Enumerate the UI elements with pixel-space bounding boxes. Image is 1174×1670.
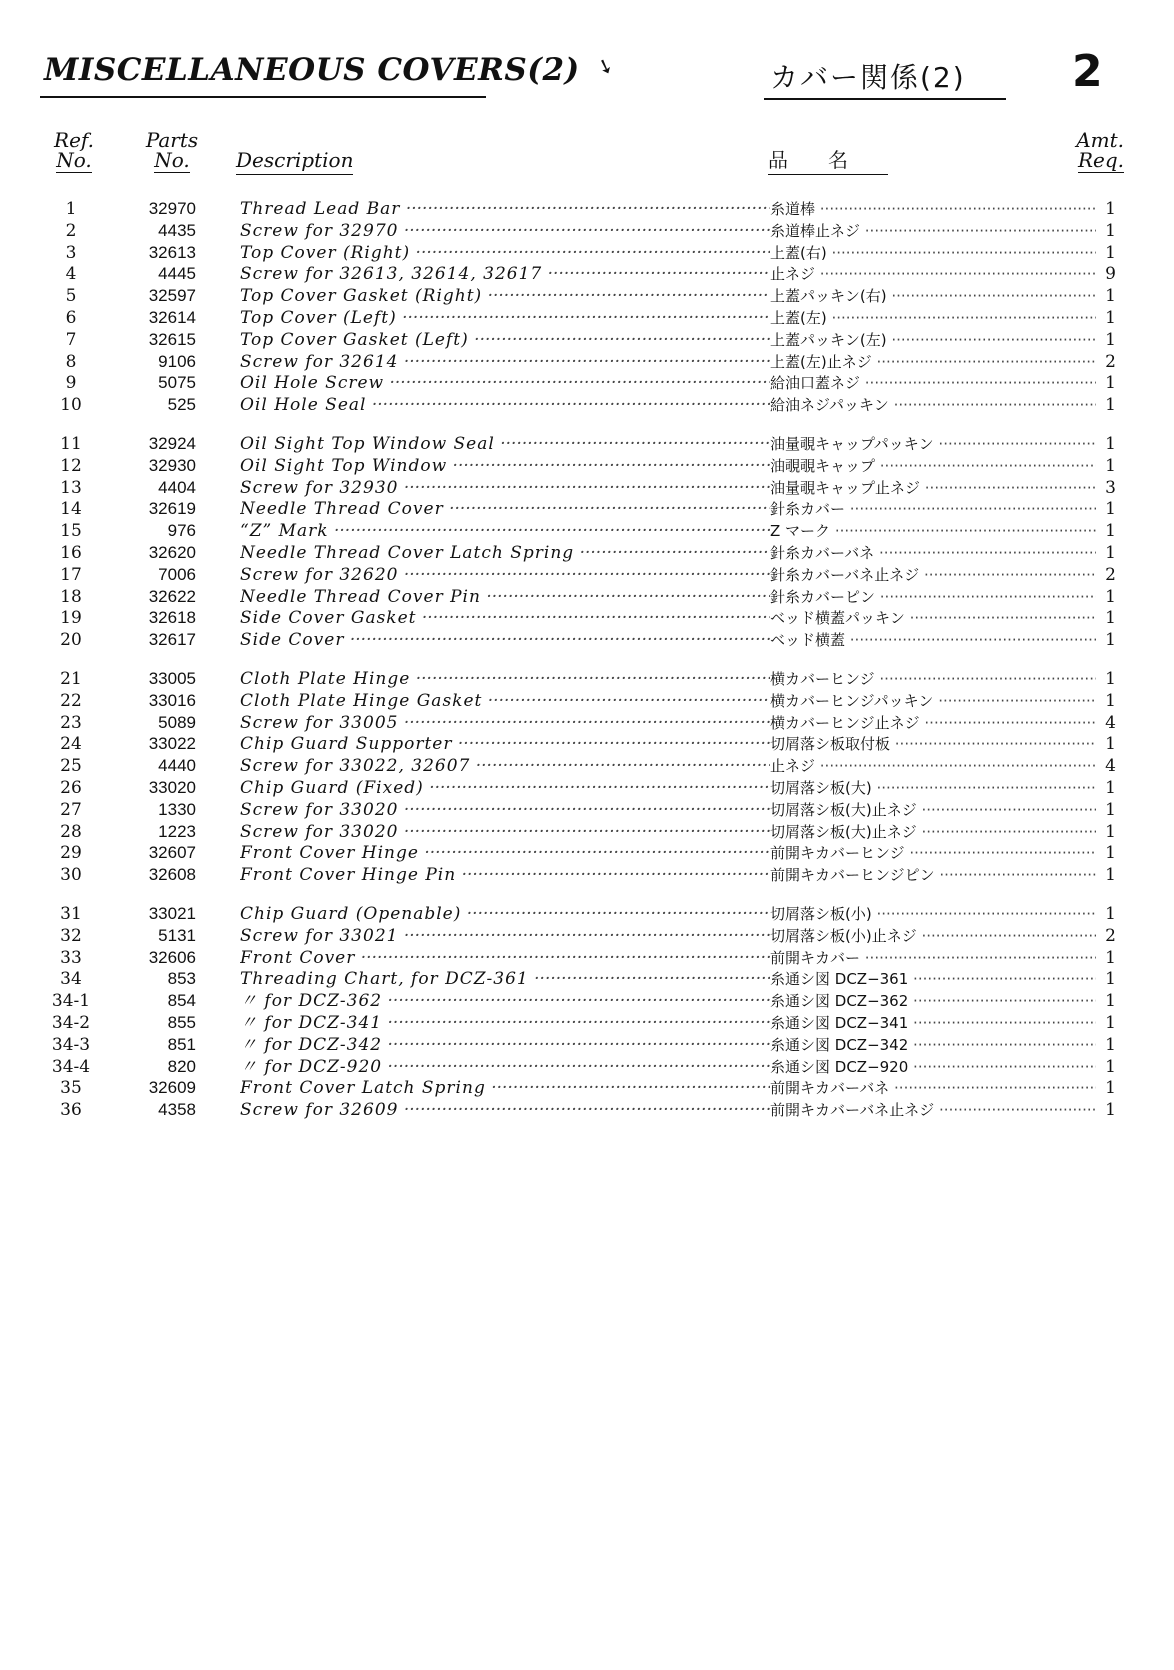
part-number: 32607 — [148, 843, 196, 863]
amount-required: 1 — [1105, 220, 1116, 241]
part-name-japanese: 横カバーヒンジ止ネジ ····· — [770, 712, 1096, 734]
part-name-japanese: 糸通シ図 DCZ−342 ····· — [770, 1034, 1096, 1056]
part-number: 32618 — [148, 608, 196, 628]
arrow-mark-icon: ➘ — [593, 51, 618, 81]
part-description: Cloth Plate Hinge ····· — [240, 668, 770, 690]
part-number: 33021 — [148, 904, 196, 923]
part-name-japanese: 止ネジ ····· — [770, 263, 1096, 285]
part-name-japanese: 止ネジ ····· — [770, 755, 1096, 777]
part-description: 〃 for DCZ-342 ····· — [240, 1034, 770, 1056]
part-name-japanese: 切屑落シ板取付板 ····· — [770, 733, 1096, 755]
page-title-japanese: カバー関係(2) — [770, 61, 966, 94]
part-number: 525 — [167, 395, 196, 415]
amount-required: 1 — [1105, 734, 1116, 755]
part-name-japanese: 糸通シ図 DCZ−341 ····· — [770, 1012, 1096, 1034]
ref-number: 28 — [60, 821, 82, 842]
part-number: 4435 — [158, 220, 196, 240]
part-description: Needle Thread Cover Latch Spring ····· — [240, 542, 770, 564]
amount-required: 1 — [1105, 242, 1116, 263]
part-number: 853 — [167, 969, 196, 989]
part-number: 976 — [167, 521, 196, 541]
column-header-name-jp-label: 品名 — [768, 148, 888, 175]
part-number: 851 — [167, 1034, 196, 1054]
ref-number: 34 — [60, 969, 82, 990]
part-number: 32615 — [148, 329, 196, 349]
ref-number: 17 — [60, 564, 82, 585]
part-name-japanese: 上蓋(右) ····· — [770, 242, 1096, 264]
part-description: Top Cover (Right) ····· — [240, 242, 770, 264]
part-name-japanese: 油覗覗キャップ ····· — [770, 455, 1096, 477]
table-row — [0, 799, 1174, 821]
part-number: 1223 — [158, 821, 196, 841]
table-row — [0, 285, 1174, 307]
table-row — [0, 990, 1174, 1012]
part-number: 854 — [167, 991, 196, 1011]
table-row — [0, 477, 1174, 499]
title-jp-underline — [764, 98, 1006, 100]
part-name-japanese: ベッド横蓋 ····· — [770, 629, 1096, 651]
table-row — [0, 1099, 1174, 1121]
ref-number: 30 — [60, 865, 82, 886]
amount-required: 2 — [1105, 351, 1116, 372]
part-number: 32608 — [148, 865, 196, 885]
ref-number: 36 — [60, 1100, 82, 1121]
ref-number: 34-4 — [51, 1056, 91, 1077]
part-description: “Z” Mark ····· — [240, 520, 770, 542]
amount-required: 1 — [1105, 1013, 1116, 1033]
ref-number: 35 — [60, 1078, 82, 1099]
ref-number: 19 — [60, 608, 82, 629]
table-row — [0, 690, 1174, 712]
part-description: Needle Thread Cover Pin ····· — [240, 586, 770, 608]
part-name-japanese: 上蓋(左) ····· — [770, 307, 1096, 329]
column-header-parts-line2: No. — [154, 148, 190, 172]
amount-required: 1 — [1105, 991, 1116, 1012]
part-number: 4440 — [158, 756, 196, 776]
column-header-parts — [136, 130, 208, 173]
part-number: 32924 — [148, 434, 196, 453]
ref-number: 34-3 — [51, 1034, 91, 1055]
part-name-japanese: 上蓋パッキン(左) ····· — [770, 329, 1096, 351]
amount-required: 4 — [1105, 712, 1116, 733]
part-name-japanese: 切屑落シ板(大) ····· — [770, 777, 1096, 799]
ref-number: 12 — [60, 455, 82, 476]
column-header-amount-line1: Amt. — [1076, 128, 1124, 152]
table-row — [0, 968, 1174, 990]
amount-required: 1 — [1105, 199, 1116, 219]
part-number: 820 — [167, 1056, 196, 1076]
ref-number: 10 — [60, 395, 82, 416]
part-description: Threading Chart, for DCZ-361 ····· — [240, 968, 770, 990]
part-name-japanese: 針糸カバーピン ····· — [770, 586, 1096, 608]
part-description: Chip Guard (Fixed) ····· — [240, 777, 770, 799]
part-name-japanese: 切屑落シ板(小) ····· — [770, 903, 1096, 925]
part-number: 32606 — [148, 947, 196, 967]
table-row — [0, 498, 1174, 520]
part-description: Oil Hole Seal ····· — [240, 394, 770, 416]
part-description: Screw for 32970 ····· — [240, 220, 770, 242]
amount-required: 1 — [1105, 286, 1116, 307]
part-name-japanese: 前開キカバー ····· — [770, 947, 1096, 969]
part-description: Front Cover Hinge Pin ····· — [240, 864, 770, 886]
part-number: 33016 — [148, 690, 196, 710]
part-number: 32622 — [148, 586, 196, 606]
table-row — [0, 925, 1174, 947]
ref-number: 34-2 — [51, 1013, 91, 1033]
part-number: 5075 — [158, 373, 196, 393]
table-row — [0, 864, 1174, 886]
amount-required: 4 — [1105, 756, 1116, 777]
part-description: Screw for 33005 ····· — [240, 712, 770, 734]
column-header-parts-line1: Parts — [145, 128, 199, 152]
part-number: 7006 — [158, 564, 196, 584]
part-description: Oil Sight Top Window Seal ····· — [240, 433, 770, 455]
part-name-japanese: Z マーク ····· — [770, 520, 1096, 542]
amount-required: 1 — [1105, 455, 1116, 476]
part-name-japanese: 糸道棒止ネジ ····· — [770, 220, 1096, 242]
part-number: 33020 — [148, 778, 196, 797]
part-name-japanese: 給油ネジパッキン ····· — [770, 394, 1096, 416]
part-number: 33022 — [148, 734, 196, 754]
table-row — [0, 542, 1174, 564]
part-number: 32930 — [148, 455, 196, 475]
table-row — [0, 520, 1174, 542]
ref-number: 1 — [65, 199, 77, 219]
part-name-japanese: 切屑落シ板(大)止ネジ ····· — [770, 821, 1096, 843]
ref-number: 8 — [65, 351, 77, 372]
part-name-japanese: 糸道棒 ····· — [770, 198, 1096, 220]
part-name-japanese: 油量覗キャップパッキン ····· — [770, 433, 1096, 455]
ref-number: 5 — [65, 286, 77, 307]
ref-number: 18 — [60, 586, 82, 607]
amount-required: 1 — [1105, 608, 1116, 629]
table-row — [0, 712, 1174, 734]
amount-required: 2 — [1105, 564, 1116, 585]
amount-required: 1 — [1105, 521, 1116, 542]
part-description: Side Cover Gasket ····· — [240, 607, 770, 629]
table-row — [0, 220, 1174, 242]
column-header-description — [236, 150, 353, 170]
table-row — [0, 455, 1174, 477]
part-description: Front Cover ····· — [240, 947, 770, 969]
ref-number: 26 — [60, 778, 82, 798]
part-description: Screw for 33021 ····· — [240, 925, 770, 947]
part-name-japanese: 糸通シ図 DCZ−362 ····· — [770, 990, 1096, 1012]
table-row — [0, 733, 1174, 755]
part-name-japanese: 針糸カバー ····· — [770, 498, 1096, 520]
title-underline — [40, 96, 486, 98]
ref-number: 33 — [60, 947, 82, 968]
part-description: Top Cover Gasket (Left) ····· — [240, 329, 770, 351]
part-number: 855 — [167, 1013, 196, 1032]
part-number: 32619 — [148, 499, 196, 519]
part-name-japanese: 給油口蓋ネジ ····· — [770, 372, 1096, 394]
ref-number: 21 — [60, 669, 82, 689]
amount-required: 1 — [1105, 499, 1116, 520]
part-name-japanese: 前開キカバーバネ止ネジ ····· — [770, 1099, 1096, 1121]
ref-number: 24 — [60, 734, 82, 755]
part-description: Screw for 32620 ····· — [240, 564, 770, 586]
ref-number: 32 — [60, 925, 82, 946]
amount-required: 1 — [1105, 843, 1116, 864]
table-row — [0, 329, 1174, 351]
table-row — [0, 821, 1174, 843]
part-number: 32614 — [148, 308, 196, 327]
amount-required: 1 — [1105, 1056, 1116, 1077]
amount-required: 1 — [1105, 308, 1116, 328]
table-row — [0, 198, 1174, 220]
table-row — [0, 1077, 1174, 1099]
part-description: Chip Guard Supporter ····· — [240, 733, 770, 755]
column-header-ref-line2: No. — [56, 148, 92, 172]
amount-required: 1 — [1105, 947, 1116, 968]
ref-number: 27 — [60, 799, 82, 820]
table-row — [0, 1034, 1174, 1056]
part-description: Needle Thread Cover ····· — [240, 498, 770, 520]
part-number: 32613 — [148, 242, 196, 262]
part-description: Oil Hole Screw ····· — [240, 372, 770, 394]
amount-required: 1 — [1105, 690, 1116, 711]
table-row — [0, 394, 1174, 416]
part-number: 32617 — [148, 630, 196, 650]
part-name-japanese: 前開キカバーヒンジピン ····· — [770, 864, 1096, 886]
part-description: Top Cover Gasket (Right) ····· — [240, 285, 770, 307]
ref-number: 25 — [60, 756, 82, 777]
ref-number: 22 — [60, 690, 82, 711]
part-name-japanese: 横カバーヒンジパッキン ····· — [770, 690, 1096, 712]
part-description: Top Cover (Left) ····· — [240, 307, 770, 329]
table-row — [0, 307, 1174, 329]
part-name-japanese: 上蓋パッキン(右) ····· — [770, 285, 1096, 307]
part-name-japanese: 前開キカバーヒンジ ····· — [770, 842, 1096, 864]
part-name-japanese: 切屑落シ板(大)止ネジ ····· — [770, 799, 1096, 821]
part-name-japanese: 前開キカバーバネ ····· — [770, 1077, 1096, 1099]
amount-required: 1 — [1105, 669, 1116, 689]
amount-required: 1 — [1105, 904, 1116, 924]
column-header-name-jp — [768, 150, 888, 170]
part-name-japanese: 糸通シ図 DCZ−920 ····· — [770, 1056, 1096, 1078]
amount-required: 1 — [1105, 969, 1116, 990]
table-row — [0, 263, 1174, 285]
part-description: Screw for 32613, 32614, 32617 ····· — [240, 263, 770, 285]
ref-number: 13 — [60, 477, 82, 498]
ref-number: 34-1 — [51, 991, 91, 1012]
part-description: Screw for 33020 ····· — [240, 799, 770, 821]
part-description: 〃 for DCZ-920 ····· — [240, 1056, 770, 1078]
ref-number: 15 — [60, 521, 82, 542]
part-name-japanese: 糸通シ図 DCZ−361 ····· — [770, 968, 1096, 990]
ref-number: 20 — [60, 630, 82, 651]
amount-required: 1 — [1105, 395, 1116, 416]
amount-required: 1 — [1105, 543, 1116, 563]
table-row — [0, 629, 1174, 651]
ref-number: 6 — [65, 308, 77, 328]
table-row — [0, 1012, 1174, 1034]
table-row — [0, 947, 1174, 969]
part-description: Screw for 32609 ····· — [240, 1099, 770, 1121]
part-description: Screw for 32614 ····· — [240, 351, 770, 373]
amount-required: 1 — [1105, 434, 1116, 454]
column-header-ref — [48, 130, 100, 173]
ref-number: 11 — [60, 434, 82, 454]
part-description: Screw for 33022, 32607 ····· — [240, 755, 770, 777]
part-description: Cloth Plate Hinge Gasket ····· — [240, 690, 770, 712]
part-description: Screw for 32930 ····· — [240, 477, 770, 499]
ref-number: 3 — [65, 242, 77, 263]
part-name-japanese: 上蓋(左)止ネジ ····· — [770, 351, 1096, 373]
table-row — [0, 564, 1174, 586]
part-number: 4358 — [158, 1100, 196, 1120]
part-number: 1330 — [158, 799, 196, 819]
part-description: Side Cover ····· — [240, 629, 770, 651]
part-description: Screw for 33020 ····· — [240, 821, 770, 843]
column-header-amount — [1052, 130, 1124, 173]
part-number: 9106 — [158, 351, 196, 371]
table-row — [0, 372, 1174, 394]
part-number: 33005 — [148, 669, 196, 688]
amount-required: 1 — [1105, 821, 1116, 842]
page-title-english: MISCELLANEOUS COVERS(2) — [44, 52, 580, 88]
amount-required: 3 — [1105, 477, 1116, 498]
column-header-ref-line1: Ref. — [54, 128, 94, 152]
table-row — [0, 607, 1174, 629]
part-number: 32970 — [148, 199, 196, 218]
amount-required: 1 — [1105, 1078, 1116, 1099]
part-description: Front Cover Latch Spring ····· — [240, 1077, 770, 1099]
table-row — [0, 433, 1174, 455]
part-description: 〃 for DCZ-341 ····· — [240, 1012, 770, 1034]
table-row — [0, 351, 1174, 373]
part-description: 〃 for DCZ-362 ····· — [240, 990, 770, 1012]
ref-number: 29 — [60, 843, 82, 864]
part-name-japanese: 油量覗キャップ止ネジ ····· — [770, 477, 1096, 499]
amount-required: 1 — [1105, 778, 1116, 798]
part-number: 32609 — [148, 1078, 196, 1098]
amount-required: 1 — [1105, 373, 1116, 394]
part-number: 4445 — [158, 264, 196, 284]
amount-required: 1 — [1105, 1100, 1116, 1121]
amount-required: 1 — [1105, 1034, 1116, 1055]
column-header-description-label: Description — [236, 148, 353, 175]
table-row — [0, 903, 1174, 925]
column-header-amount-line2: Req. — [1077, 148, 1124, 172]
part-number: 5131 — [158, 925, 196, 945]
ref-number: 7 — [65, 329, 77, 350]
part-name-japanese: ベッド横蓋パッキン ····· — [770, 607, 1096, 629]
amount-required: 1 — [1105, 865, 1116, 886]
part-number: 4404 — [158, 477, 196, 497]
part-name-japanese: 横カバーヒンジ ····· — [770, 668, 1096, 690]
part-name-japanese: 針糸カバーバネ止ネジ ····· — [770, 564, 1096, 586]
table-row — [0, 842, 1174, 864]
part-number: 32620 — [148, 543, 196, 562]
part-name-japanese: 針糸カバーバネ ····· — [770, 542, 1096, 564]
ref-number: 9 — [65, 373, 77, 394]
amount-required: 1 — [1105, 630, 1116, 651]
ref-number: 23 — [60, 712, 82, 733]
part-description: Chip Guard (Openable) ····· — [240, 903, 770, 925]
part-number: 5089 — [158, 712, 196, 732]
amount-required: 1 — [1105, 329, 1116, 350]
part-description: Front Cover Hinge ····· — [240, 842, 770, 864]
amount-required: 9 — [1105, 264, 1116, 285]
table-row — [0, 586, 1174, 608]
part-description: Oil Sight Top Window ····· — [240, 455, 770, 477]
table-row — [0, 755, 1174, 777]
amount-required: 1 — [1105, 586, 1116, 607]
page-number: 2 — [1072, 46, 1103, 97]
ref-number: 16 — [60, 543, 82, 563]
ref-number: 14 — [60, 499, 82, 520]
part-name-japanese: 切屑落シ板(小)止ネジ ····· — [770, 925, 1096, 947]
part-number: 32597 — [148, 286, 196, 306]
amount-required: 1 — [1105, 799, 1116, 820]
table-row — [0, 668, 1174, 690]
part-description: Thread Lead Bar ····· — [240, 198, 770, 220]
amount-required: 2 — [1105, 925, 1116, 946]
table-row — [0, 1056, 1174, 1078]
table-row — [0, 777, 1174, 799]
ref-number: 2 — [65, 220, 77, 241]
ref-number: 4 — [65, 264, 77, 285]
ref-number: 31 — [60, 904, 82, 924]
table-row — [0, 242, 1174, 264]
